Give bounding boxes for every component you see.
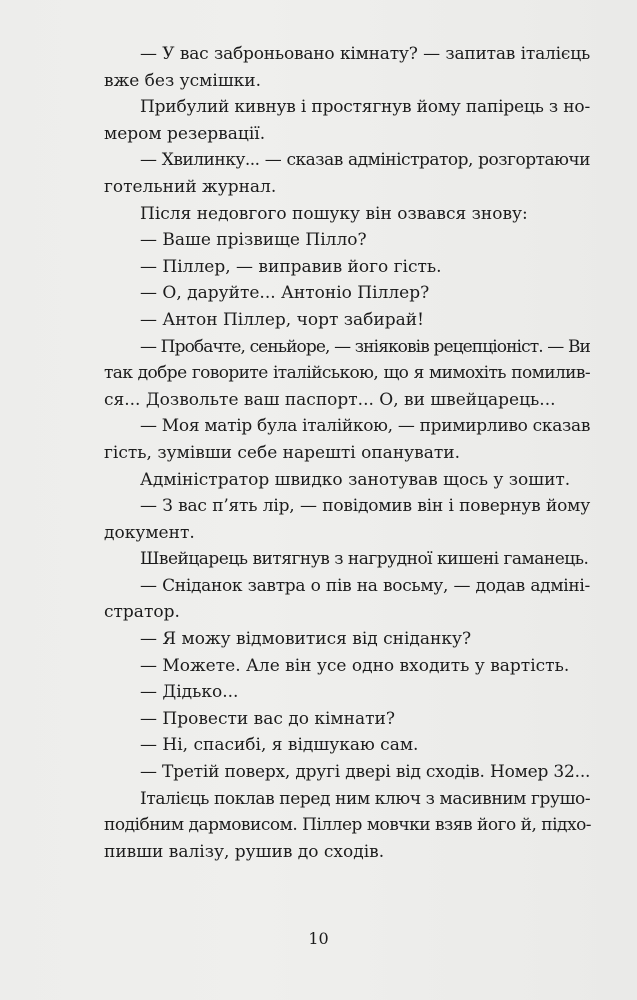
text-line: стратор.	[104, 602, 180, 623]
text-line: — Пробачте, сеньйоре, — зніяковів рецепціоніст. — Ви	[140, 336, 590, 357]
text-line: — Третій поверх, другі двері від сходів. Номер 32...	[140, 762, 591, 783]
text-line: — Хвилинку... — сказав адміністратор, розгортаючи	[140, 150, 590, 171]
text-line: готельний журнал.	[104, 176, 277, 197]
text-line: вже без усмішки.	[104, 70, 261, 91]
body-text	[104, 41, 590, 865]
text-line: документ.	[104, 522, 195, 543]
text-line: — Я можу відмовитися від сніданку?	[140, 629, 472, 650]
text-line: — Піллер, — виправив його гість.	[140, 256, 442, 277]
text-line: — Антон Піллер, чорт забирай!	[140, 309, 424, 330]
text-line: — Дідько...	[140, 682, 239, 703]
text-line: — О, даруйте... Антоніо Піллер?	[140, 283, 430, 304]
text-line: — Можете. Але він усе одно входить у вартість.	[140, 655, 570, 676]
text-line: ся... Дозвольте ваш паспорт... О, ви швейцарець...	[104, 389, 556, 410]
text-line: пивши валізу, рушив до сходів.	[104, 841, 385, 862]
text-line: так добре говорите італійською, що я мимохіть помилив-	[104, 363, 590, 384]
text-line: — Моя матір була італійкою, — примирливо сказав	[140, 416, 591, 437]
text-line: гість, зумівши себе нарешті опанувати.	[104, 442, 460, 463]
text-line: Адміністратор швидко занотував щось у зошит.	[140, 469, 571, 490]
text-line: — Ні, спасибі, я відшукаю сам.	[140, 735, 419, 756]
text-line: — Ваше прізвище Пілло?	[140, 230, 367, 251]
text-line: — З вас п’ять лір, — повідомив він і повернув йому	[140, 496, 590, 517]
text-line: — Провести вас до кімнати?	[140, 708, 395, 729]
text-line: мером резервації.	[104, 123, 266, 144]
page-number: 10	[308, 929, 329, 948]
text-line: Прибулий кивнув і простягнув йому папірець з но-	[140, 97, 590, 118]
text-line: подібним дармовисом. Піллер мовчки взяв його й, підхо-	[104, 815, 592, 836]
text-line: Після недовгого пошуку він озвався знову:	[140, 203, 528, 224]
text-line: Італієць поклав перед ним ключ з масивним грушо-	[140, 788, 591, 809]
text-line: Швейцарець витягнув з нагрудної кишені гаманець.	[140, 549, 589, 570]
text-line: — У вас заброньовано кімнату? — запитав італієць	[140, 44, 590, 64]
text-line: — Сніданок завтра о пів на восьму, — додав адміні-	[140, 575, 590, 596]
